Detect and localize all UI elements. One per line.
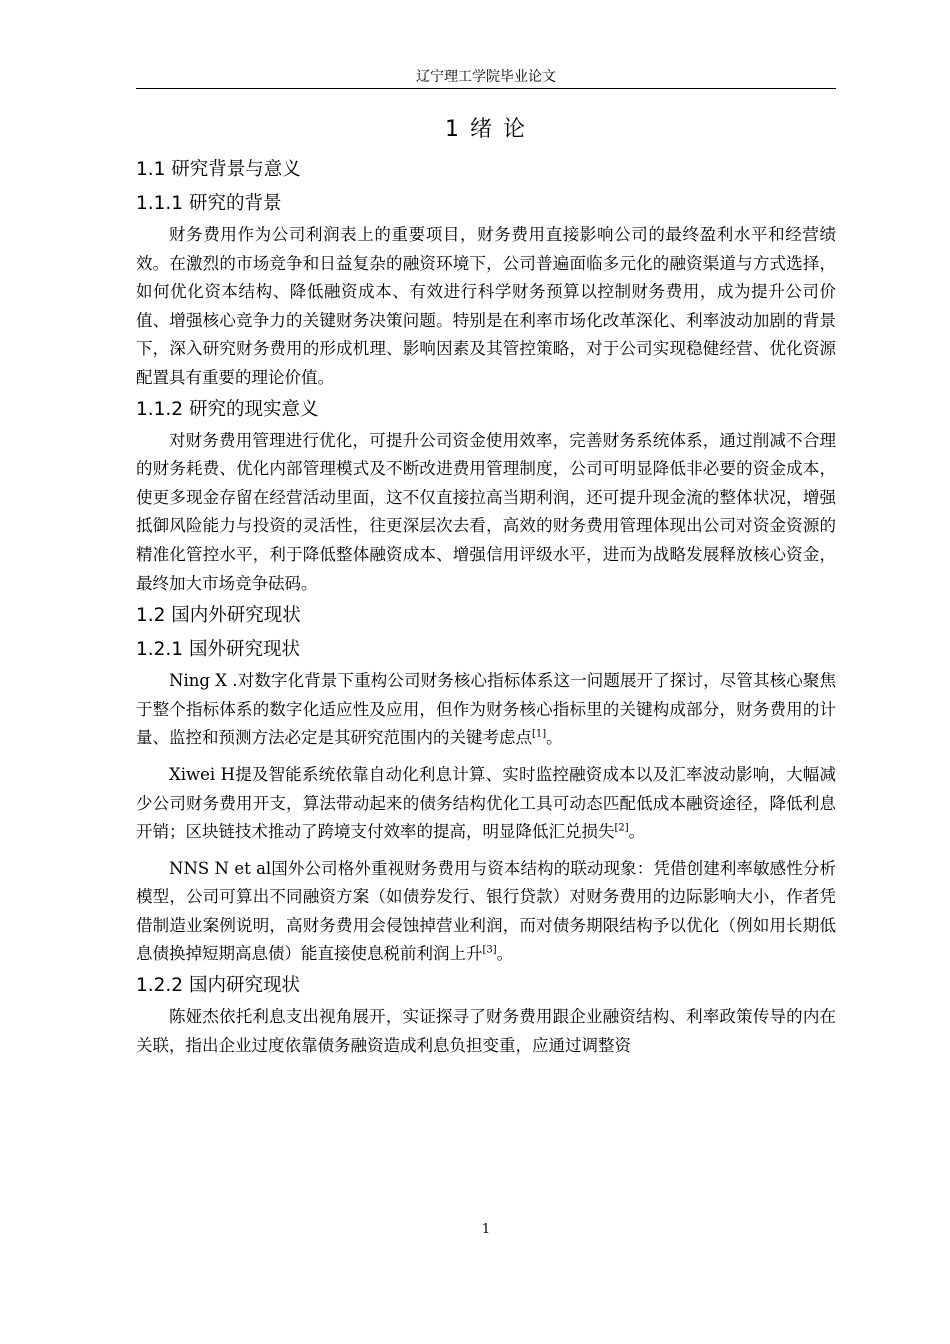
paragraph-text: Ning X .对数字化背景下重构公司财务核心指标体系这一问题展开了探讨，尽管其核心聚焦于整个指标体系的数字化适应性及应用，但作为财务核心指标里的关键构成部分，财务费用的计量、监控和预测方法必定是其研究范围内的关键考虑点 xyxy=(136,671,836,748)
paragraph-end: 。 xyxy=(496,944,514,964)
header-divider xyxy=(136,88,836,89)
paragraph-foreign-2 xyxy=(136,761,836,847)
paragraph-end: 。 xyxy=(546,728,563,748)
citation-2: [2] xyxy=(614,822,629,834)
page-number: 1 xyxy=(481,1222,491,1237)
paragraph-significance: 对财务费用管理进行优化，可提升公司资金使用效率，完善财务系统体系，通过削减不合理的财务耗费、优化内部管理模式及不断改进费用管理制度，公司可明显降低非必要的资金成本，使更多现金存留在经营活动里面，这不仅直接拉高当期利润，还可提升现金流的整体状况，增强抵御风险能力与投资的灵活性，往更深层次去看，高效的财务费用管理体现出公司对资金资源的精准化管控水平，利于降低整体融资成本、增强信用评级水平，进而为战略发展释放核心资金，最终加大市场竞争砝码。 xyxy=(136,430,836,593)
section-heading-1-2-1: 1.2.1 国外研究现状 xyxy=(136,639,300,661)
section-heading-1-2: 1.2 国内外研究现状 xyxy=(136,605,301,627)
paragraph-foreign-1 xyxy=(136,667,836,753)
page-header: 辽宁理工学院毕业论文 xyxy=(416,69,556,85)
citation-1: [1] xyxy=(532,728,547,740)
section-heading-1-1-1: 1.1.1 研究的背景 xyxy=(136,193,282,214)
page-content xyxy=(136,112,836,1060)
section-heading-1-2-2: 1.2.2 国内研究现状 xyxy=(136,975,300,997)
section-heading-1-1-2: 1.1.2 研究的现实意义 xyxy=(136,398,319,420)
paragraph-foreign-3 xyxy=(136,855,836,969)
paragraph-background: 财务费用作为公司利润表上的重要项目，财务费用直接影响公司的最终盈利水平和经营绩效。在激烈的市场竞争和日益复杂的融资环境下，公司普遍面临多元化的融资渠道与方式选择，如何优化资本结构、降低融资成本、有效进行科学财务预算以控制财务费用，成为提升公司价值、增强核心竞争力的关键财务决策问题。特别是在利率市场化改革深化、利率波动加剧的背景下，深入研究财务费用的形成机理、影响因素及其管控策略，对于公司实现稳健经营、优化资源配置具有重要的理论价值。 xyxy=(136,225,836,387)
paragraph-text: NNS N et al国外公司格外重视财务费用与资本结构的联动现象：凭借创建利率敏感性分析模型，公司可算出不同融资方案（如债券发行、银行贷款）对财务费用的边际影响大小，作者凭借制造业案例说明，高财务费用会侵蚀掉营业利润，而对债务期限结构予以优化（例如用长期低息债换掉短期高息债）能直接使息税前利润上升 xyxy=(136,858,836,964)
paragraph-domestic-1: 陈娅杰依托利息支出视角展开，实证探寻了财务费用跟企业融资结构、利率政策传导的内在关联，指出企业过度依靠债务融资造成利息负担变重，应通过调整资 xyxy=(136,1007,836,1055)
paragraph-end: 。 xyxy=(628,822,646,842)
paragraph-text: Xiwei H提及智能系统依靠自动化利息计算、实时监控融资成本以及汇率波动影响，大幅减少公司财务费用开支，算法带动起来的债务结构优化工具可动态匹配低成本融资途径，降低利息开销；区块链技术推动了跨境支付效率的提高，明显降低汇兑损失 xyxy=(136,764,836,842)
citation-3: [3] xyxy=(482,944,497,956)
section-heading-1-1: 1.1 研究背景与意义 xyxy=(136,159,301,180)
chapter-title: 1 绪 论 xyxy=(445,117,527,142)
